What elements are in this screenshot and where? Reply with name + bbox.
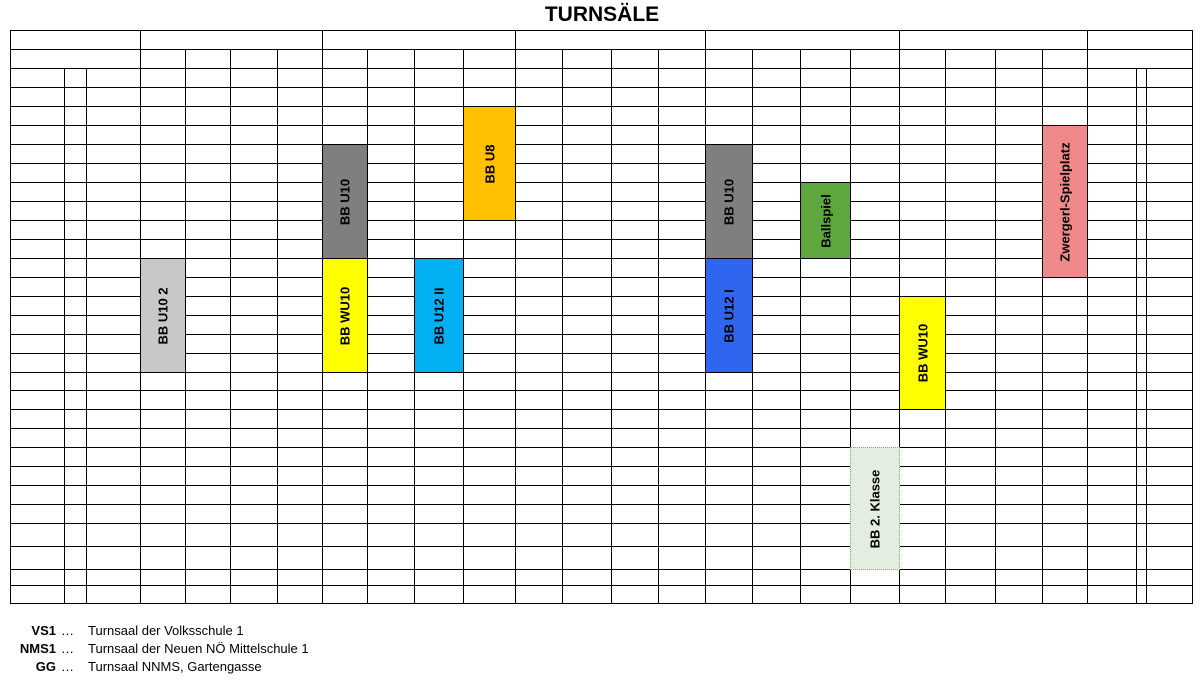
hall-header: [899, 49, 945, 68]
time-separator: [1136, 523, 1146, 546]
time-to: [86, 409, 140, 428]
time-separator: [64, 239, 86, 258]
grid-line: [10, 68, 1193, 69]
booking-label: BB U10: [337, 178, 353, 225]
grid-line: [10, 106, 1193, 107]
time-to: [86, 277, 140, 296]
time-from: [10, 125, 64, 144]
booking-label: BB U12 II: [431, 286, 447, 345]
time-to: [86, 125, 140, 144]
time-separator: [1136, 68, 1146, 87]
hall-header: [463, 49, 515, 68]
legend-description: Turnsaal NNMS, Gartengasse: [88, 659, 262, 674]
booking-label: BB U12 I: [721, 288, 737, 343]
day-header-donnerstag: [705, 30, 899, 49]
time-to: [1146, 296, 1192, 315]
booking-block[interactable]: [1042, 125, 1088, 278]
time-separator: [1136, 504, 1146, 523]
time-to: [86, 296, 140, 315]
time-from: [10, 220, 64, 239]
time-to: [86, 334, 140, 353]
time-to: [86, 239, 140, 258]
grid-line: [10, 125, 1193, 126]
grid-line: [10, 182, 1193, 183]
day-header-dienstag: [322, 30, 515, 49]
time-from: [1087, 277, 1136, 296]
time-separator: [1136, 220, 1146, 239]
time-from: [10, 466, 64, 485]
grid-line: [10, 409, 1193, 410]
time-separator: [64, 569, 86, 585]
grid-line: [10, 585, 1193, 586]
time-to: [86, 466, 140, 485]
time-from: [10, 182, 64, 201]
booking-block[interactable]: [800, 182, 851, 259]
time-separator: [64, 334, 86, 353]
time-separator: [64, 258, 86, 277]
hall-header: [800, 49, 850, 68]
time-to: [1146, 585, 1192, 603]
grid-line: [230, 49, 231, 604]
grid-line: [10, 239, 1193, 240]
time-to: [86, 68, 140, 87]
booking-block[interactable]: [705, 258, 753, 373]
grid-line: [10, 220, 1193, 221]
grid-line: [10, 258, 1193, 259]
legend-abbreviation: VS1: [31, 623, 56, 638]
time-separator: [64, 353, 86, 372]
hall-header: [185, 49, 230, 68]
grid-line: [10, 144, 1193, 145]
time-from: [10, 163, 64, 182]
time-to: [1146, 546, 1192, 569]
hall-header: [945, 49, 995, 68]
time-separator: [64, 201, 86, 220]
time-separator: [64, 585, 86, 603]
booking-label: Ballspiel: [818, 193, 833, 248]
booking-label: BB U10: [721, 178, 737, 225]
time-from: [1087, 239, 1136, 258]
time-from: [1087, 546, 1136, 569]
time-from: [1087, 201, 1136, 220]
legend-abbreviation: NMS1: [19, 641, 56, 656]
time-from: [10, 569, 64, 585]
time-from: [10, 87, 64, 106]
time-to: [1146, 163, 1192, 182]
hall-header: [850, 49, 899, 68]
time-header-right: [1087, 49, 1192, 68]
time-separator: [64, 504, 86, 523]
hall-header: [367, 49, 414, 68]
legend-ellipsis: …: [61, 659, 74, 674]
time-to: [1146, 239, 1192, 258]
hall-header: [658, 49, 705, 68]
time-separator: [1136, 546, 1146, 569]
time-from: [1087, 334, 1136, 353]
time-from: [10, 144, 64, 163]
time-separator: [64, 296, 86, 315]
time-to: [86, 87, 140, 106]
time-from: [1087, 220, 1136, 239]
booking-block[interactable]: [322, 144, 368, 259]
time-from: [1087, 87, 1136, 106]
grid-line: [10, 87, 1193, 88]
time-separator: [64, 87, 86, 106]
grid-line: [611, 49, 612, 604]
time-to: [86, 163, 140, 182]
grid-line: [10, 334, 1193, 335]
time-separator: [1136, 296, 1146, 315]
time-from: [10, 315, 64, 334]
time-separator: [1136, 201, 1146, 220]
grid-line: [10, 447, 1193, 448]
hall-header: [1042, 49, 1087, 68]
time-separator: [64, 546, 86, 569]
grid-line: [1192, 30, 1193, 604]
time-separator: [1136, 258, 1146, 277]
time-from: [10, 106, 64, 125]
booking-label: BB 2. Klasse: [867, 469, 883, 548]
time-separator: [1136, 409, 1146, 428]
time-from: [1087, 106, 1136, 125]
time-to: [86, 390, 140, 409]
time-separator: [64, 523, 86, 546]
time-from: [1087, 428, 1136, 447]
time-from: [1087, 125, 1136, 144]
time-to: [1146, 504, 1192, 523]
hall-header: [414, 49, 463, 68]
time-from: [10, 68, 64, 87]
time-to: [1146, 125, 1192, 144]
legend-ellipsis: …: [61, 623, 74, 638]
hall-header: [752, 49, 800, 68]
grid-line: [10, 546, 1193, 547]
hall-header: [562, 49, 611, 68]
time-to: [86, 504, 140, 523]
time-separator: [64, 447, 86, 466]
hall-header: [995, 49, 1042, 68]
grid-line: [10, 296, 1193, 297]
time-from: [1087, 447, 1136, 466]
time-from: [1087, 569, 1136, 585]
time-to: [1146, 68, 1192, 87]
time-separator: [1136, 428, 1146, 447]
grid-line: [10, 603, 1193, 604]
time-to: [1146, 523, 1192, 546]
time-separator: [1136, 87, 1146, 106]
page-title: TURNSÄLE: [544, 3, 660, 26]
time-to: [86, 523, 140, 546]
time-separator: [1136, 277, 1146, 296]
booking-block[interactable]: [850, 447, 900, 570]
booking-block[interactable]: [414, 258, 464, 373]
time-to: [1146, 409, 1192, 428]
hall-header: [515, 49, 562, 68]
time-separator: [1136, 372, 1146, 390]
grid-line: [10, 390, 1193, 391]
time-from: [1087, 258, 1136, 277]
grid-line: [10, 523, 1193, 524]
time-to: [1146, 201, 1192, 220]
time-to: [1146, 569, 1192, 585]
time-separator: [1136, 106, 1146, 125]
time-to: [86, 315, 140, 334]
time-from: [1087, 409, 1136, 428]
time-to: [1146, 334, 1192, 353]
time-to: [86, 201, 140, 220]
time-to: [1146, 372, 1192, 390]
hall-header: [322, 49, 367, 68]
time-to: [86, 546, 140, 569]
time-separator: [1136, 163, 1146, 182]
grid-line: [10, 504, 1193, 505]
time-to: [86, 353, 140, 372]
booking-block[interactable]: [899, 296, 946, 410]
hall-header: [705, 49, 752, 68]
time-separator: [1136, 466, 1146, 485]
time-from: [10, 546, 64, 569]
time-from: [10, 485, 64, 504]
time-to: [1146, 220, 1192, 239]
time-separator: [64, 466, 86, 485]
legend-description: Turnsaal der Neuen NÖ Mittelschule 1: [88, 641, 309, 656]
legend-row: [0, 640, 400, 658]
legend-description: Turnsaal der Volksschule 1: [88, 623, 244, 638]
legend-row: [0, 622, 400, 640]
time-separator: [64, 409, 86, 428]
time-from: [1087, 485, 1136, 504]
time-separator: [64, 220, 86, 239]
time-to: [86, 372, 140, 390]
time-to: [86, 569, 140, 585]
legend-ellipsis: …: [61, 641, 74, 656]
grid-line: [800, 49, 801, 604]
time-from: [10, 447, 64, 466]
time-from: [10, 504, 64, 523]
hall-header: [277, 49, 322, 68]
time-from: [10, 277, 64, 296]
time-from: [1087, 68, 1136, 87]
grid-line: [658, 49, 659, 604]
time-separator: [64, 485, 86, 504]
time-from: [10, 409, 64, 428]
time-separator: [1136, 447, 1146, 466]
time-to: [1146, 353, 1192, 372]
time-to: [86, 447, 140, 466]
time-to: [1146, 87, 1192, 106]
grid-line: [10, 277, 1193, 278]
time-to: [86, 182, 140, 201]
time-separator: [64, 428, 86, 447]
grid-line: [10, 485, 1193, 486]
time-to: [1146, 144, 1192, 163]
time-from: [1087, 315, 1136, 334]
time-from: [1087, 390, 1136, 409]
time-separator: [1136, 315, 1146, 334]
hall-header: [611, 49, 658, 68]
booking-label: BB WU10: [915, 323, 930, 383]
time-separator: [1136, 125, 1146, 144]
time-separator: [64, 68, 86, 87]
grid-line: [10, 569, 1193, 570]
time-to: [86, 144, 140, 163]
time-separator: [64, 125, 86, 144]
grid-line: [10, 163, 1193, 164]
grid-line: [10, 201, 1193, 202]
time-from: [10, 239, 64, 258]
time-from: [10, 201, 64, 220]
time-from: [10, 523, 64, 546]
time-to: [86, 258, 140, 277]
time-to: [1146, 182, 1192, 201]
time-to: [86, 428, 140, 447]
time-from: [1087, 523, 1136, 546]
time-to: [1146, 428, 1192, 447]
booking-block[interactable]: [463, 106, 516, 221]
time-to: [1146, 447, 1192, 466]
time-from: [10, 390, 64, 409]
time-separator: [64, 144, 86, 163]
booking-label: BB WU10: [337, 286, 353, 345]
time-from: [1087, 585, 1136, 603]
time-separator: [1136, 182, 1146, 201]
time-to: [1146, 485, 1192, 504]
time-separator: [64, 182, 86, 201]
time-from: [10, 428, 64, 447]
day-header-montag: [140, 30, 322, 49]
time-header-left: [10, 49, 140, 68]
grid-line: [562, 49, 563, 604]
time-separator: [1136, 485, 1146, 504]
time-separator: [64, 390, 86, 409]
time-separator: [1136, 585, 1146, 603]
time-from: [1087, 353, 1136, 372]
time-to: [1146, 258, 1192, 277]
time-from: [1087, 504, 1136, 523]
grid-line: [10, 466, 1193, 467]
time-from: [10, 372, 64, 390]
day-header-mittwoch: [515, 30, 705, 49]
grid-line: [10, 428, 1193, 429]
booking-block[interactable]: [322, 258, 368, 373]
time-to: [1146, 277, 1192, 296]
grid-line: [10, 315, 1193, 316]
booking-block[interactable]: [705, 144, 753, 259]
time-separator: [1136, 353, 1146, 372]
time-separator: [64, 372, 86, 390]
time-separator: [1136, 239, 1146, 258]
legend-row: [0, 658, 400, 676]
time-from: [10, 296, 64, 315]
booking-label: BB U8: [482, 143, 497, 184]
time-separator: [64, 277, 86, 296]
grid-line: [10, 372, 1193, 373]
time-to: [86, 106, 140, 125]
time-separator: [1136, 334, 1146, 353]
time-separator: [64, 315, 86, 334]
time-to: [1146, 390, 1192, 409]
time-from: [1087, 372, 1136, 390]
time-from: [1087, 466, 1136, 485]
booking-block[interactable]: [140, 258, 186, 373]
booking-label: BB U10 2: [155, 286, 171, 345]
hall-header: [230, 49, 277, 68]
grid-line: [277, 49, 278, 604]
time-to: [1146, 106, 1192, 125]
time-to: [1146, 466, 1192, 485]
time-to: [86, 485, 140, 504]
time-from: [10, 585, 64, 603]
time-from: [10, 334, 64, 353]
hall-header: [140, 49, 185, 68]
time-to: [86, 585, 140, 603]
grid-line: [995, 49, 996, 604]
time-from: [1087, 296, 1136, 315]
time-from: [10, 258, 64, 277]
day-header-freitag: [899, 30, 1087, 49]
time-separator: [64, 106, 86, 125]
time-to: [1146, 315, 1192, 334]
time-separator: [1136, 569, 1146, 585]
legend-abbreviation: GG: [35, 659, 56, 674]
time-to: [86, 220, 140, 239]
time-from: [10, 353, 64, 372]
time-separator: [1136, 390, 1146, 409]
time-from: [1087, 163, 1136, 182]
time-from: [1087, 144, 1136, 163]
time-separator: [1136, 144, 1146, 163]
booking-label: Zwergerl-Spielplatz: [1057, 141, 1073, 262]
time-separator: [64, 163, 86, 182]
time-from: [1087, 182, 1136, 201]
grid-line: [10, 353, 1193, 354]
